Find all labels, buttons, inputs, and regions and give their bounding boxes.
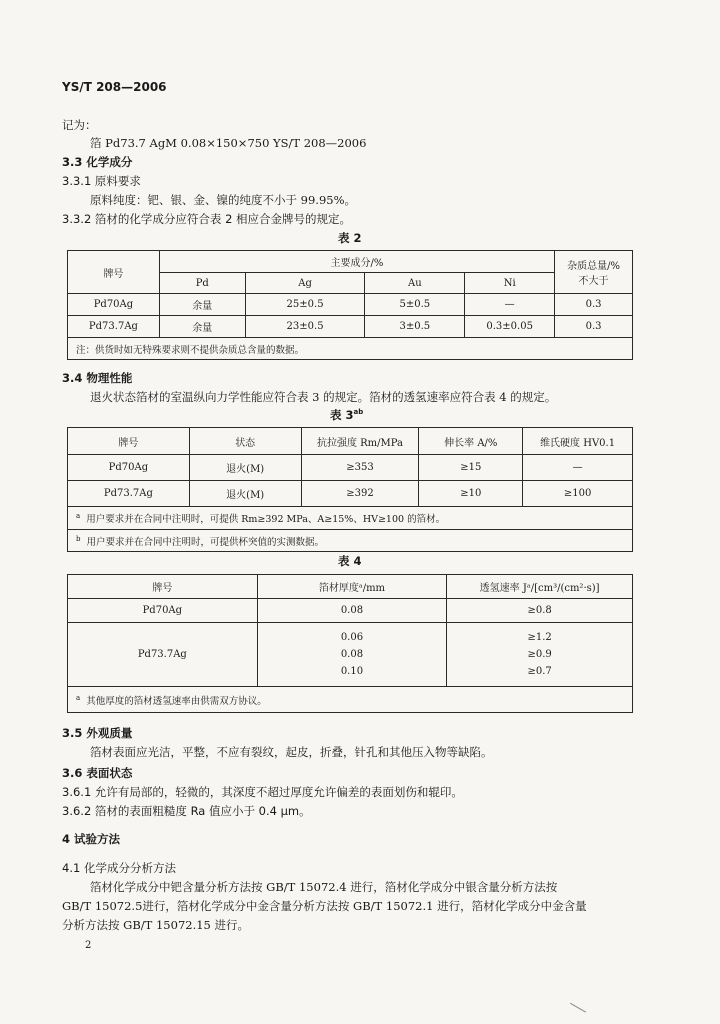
section-3-4-body: 退火状态箔材的室温纵向力学性能应符合表 3 的规定。箔材的透氢速率应符合表 4 的规定。 bbox=[90, 390, 557, 404]
t4-cell: 0.08 bbox=[340, 649, 364, 660]
t2-cell: 0.3±0.05 bbox=[465, 316, 555, 338]
marking-example: 箔 Pd73.7 AgM 0.08×150×750 YS/T 208—2006 bbox=[90, 136, 367, 150]
table-row bbox=[68, 455, 633, 481]
t2-header-ni: Ni bbox=[465, 273, 555, 294]
t4-note-text: 其他厚度的箔材透氢速率由供需双方协议。 bbox=[86, 695, 267, 707]
t4-cell: 0.06 bbox=[340, 632, 364, 643]
t3-cell: ≥353 bbox=[301, 455, 419, 481]
section-3-3-1-title: 3.3.1 原料要求 bbox=[62, 174, 141, 188]
t3-cell: 退火(M) bbox=[189, 455, 301, 481]
t2-header-main: 主要成分/% bbox=[159, 251, 554, 273]
t3-note-b-mark: b bbox=[76, 534, 81, 543]
section-3-6-1-title: 3.6.1 允许有局部的，轻微的，其深度不超过厚度允许偏差的表面划伤和辊印。 bbox=[62, 785, 463, 799]
t4-cell: ≥0.9 bbox=[527, 649, 552, 660]
standard-number: YS/T 208—2006 bbox=[62, 80, 167, 94]
t4-thickness-stack bbox=[257, 623, 447, 687]
t4-note bbox=[68, 687, 633, 713]
t3-header-hardness: 维氏硬度 HV0.1 bbox=[523, 428, 633, 455]
t2-header-impurity bbox=[555, 251, 633, 294]
table-3-caption-sup: ab bbox=[353, 408, 364, 417]
table-2-caption: 表 2 bbox=[338, 231, 362, 245]
t2-cell: 3±0.5 bbox=[365, 316, 465, 338]
t4-cell: ≥0.7 bbox=[527, 666, 552, 677]
t3-cell: 退火(M) bbox=[189, 481, 301, 507]
t2-cell: 0.3 bbox=[555, 316, 633, 338]
t2-cell: 23±0.5 bbox=[245, 316, 365, 338]
table-row bbox=[68, 294, 633, 316]
section-4-1-line1: 箔材化学成分中钯含量分析方法按 GB/T 15072.4 进行，箔材化学成分中银含量分析方法按 bbox=[90, 880, 558, 894]
section-3-6-title: 3.6 表面状态 bbox=[62, 766, 133, 780]
scan-mark bbox=[570, 992, 592, 1012]
t4-cell: ≥0.8 bbox=[447, 599, 633, 623]
section-3-3-2-title: 3.3.2 箔材的化学成分应符合表 2 相应合金牌号的规定。 bbox=[62, 212, 352, 226]
t4-rate-stack bbox=[447, 623, 633, 687]
section-3-5-title: 3.5 外观质量 bbox=[62, 726, 133, 740]
t3-cell: ≥15 bbox=[419, 455, 523, 481]
t4-cell: 0.10 bbox=[340, 666, 364, 677]
t3-note-a-mark: a bbox=[76, 511, 81, 520]
t3-cell: ≥10 bbox=[419, 481, 523, 507]
t4-cell: 0.08 bbox=[257, 599, 447, 623]
section-4-title: 4 试验方法 bbox=[62, 832, 121, 846]
table-4 bbox=[67, 574, 633, 713]
t4-cell: Pd70Ag bbox=[68, 599, 258, 623]
t2-header-impurity-line2: 不大于 bbox=[578, 276, 609, 287]
t4-cell: ≥1.2 bbox=[527, 632, 552, 643]
t3-header-elongation: 伸长率 A/% bbox=[419, 428, 523, 455]
section-4-1-title: 4.1 化学成分分析方法 bbox=[62, 861, 176, 875]
t2-header-grade: 牌号 bbox=[68, 251, 160, 294]
t3-header-state: 状态 bbox=[189, 428, 301, 455]
t4-header-thickness: 箔材厚度ᵃ/mm bbox=[257, 575, 447, 599]
t3-cell: ≥100 bbox=[523, 481, 633, 507]
table-row bbox=[68, 623, 633, 687]
t2-header-impurity-line1: 杂质总量/% bbox=[567, 261, 620, 272]
t2-cell: 余量 bbox=[159, 316, 245, 338]
t3-note-b-text: 用户要求并在合同中注明时，可提供杯突值的实测数据。 bbox=[86, 536, 325, 548]
t3-header-grade: 牌号 bbox=[68, 428, 190, 455]
t2-cell: — bbox=[465, 294, 555, 316]
t4-header-grade: 牌号 bbox=[68, 575, 258, 599]
t3-cell: ≥392 bbox=[301, 481, 419, 507]
table-2 bbox=[67, 250, 633, 360]
section-4-1-line2: GB/T 15072.5进行，箔材化学成分中金含量分析方法按 GB/T 15072.1 进行，箔材化学成分中金含量 bbox=[62, 899, 587, 913]
t3-note-a bbox=[68, 507, 633, 530]
t3-cell: Pd73.7Ag bbox=[68, 481, 190, 507]
section-3-6-2-title: 3.6.2 箔材的表面粗糙度 Ra 值应小于 0.4 μm。 bbox=[62, 804, 311, 818]
page-number: 2 bbox=[85, 940, 92, 951]
t3-header-tensile: 抗拉强度 Rm/MPa bbox=[301, 428, 419, 455]
t2-cell: 0.3 bbox=[555, 294, 633, 316]
marking-label: 记为： bbox=[62, 118, 97, 132]
section-4-1-line3: 分析方法按 GB/T 15072.15 进行。 bbox=[62, 918, 250, 932]
t2-cell: 5±0.5 bbox=[365, 294, 465, 316]
table-row bbox=[68, 599, 633, 623]
t2-header-ag: Ag bbox=[245, 273, 365, 294]
table-3 bbox=[67, 427, 633, 552]
t2-cell: 余量 bbox=[159, 294, 245, 316]
t3-note-b bbox=[68, 530, 633, 552]
table-4-caption: 表 4 bbox=[338, 554, 362, 568]
table-3-caption bbox=[330, 407, 363, 423]
t4-note-mark: a bbox=[76, 693, 81, 702]
t3-cell: Pd70Ag bbox=[68, 455, 190, 481]
table-row bbox=[68, 481, 633, 507]
t4-cell: Pd73.7Ag bbox=[68, 623, 258, 687]
section-3-3-title: 3.3 化学成分 bbox=[62, 155, 133, 169]
table-row bbox=[68, 316, 633, 338]
t2-cell: Pd70Ag bbox=[68, 294, 160, 316]
t2-header-pd: Pd bbox=[159, 273, 245, 294]
table-3-caption-text: 表 3 bbox=[330, 408, 354, 422]
t2-cell: 25±0.5 bbox=[245, 294, 365, 316]
t4-header-rate: 透氢速率 Jᵃ/[cm³/(cm²·s)] bbox=[447, 575, 633, 599]
section-3-4-title: 3.4 物理性能 bbox=[62, 371, 133, 385]
t3-note-a-text: 用户要求并在合同中注明时，可提供 Rm≥392 MPa、A≥15%、HV≥100 的箔材。 bbox=[86, 514, 446, 525]
section-3-5-body: 箔材表面应光洁，平整，不应有裂纹，起皮，折叠，针孔和其他压入物等缺陷。 bbox=[90, 745, 493, 759]
t2-cell: Pd73.7Ag bbox=[68, 316, 160, 338]
section-3-3-1-body: 原料纯度：钯、银、金、镍的纯度不小于 99.95%。 bbox=[90, 193, 357, 207]
t2-note: 注：供货时如无特殊要求则不提供杂质总含量的数据。 bbox=[68, 338, 633, 360]
t2-header-au: Au bbox=[365, 273, 465, 294]
t3-cell: — bbox=[523, 455, 633, 481]
